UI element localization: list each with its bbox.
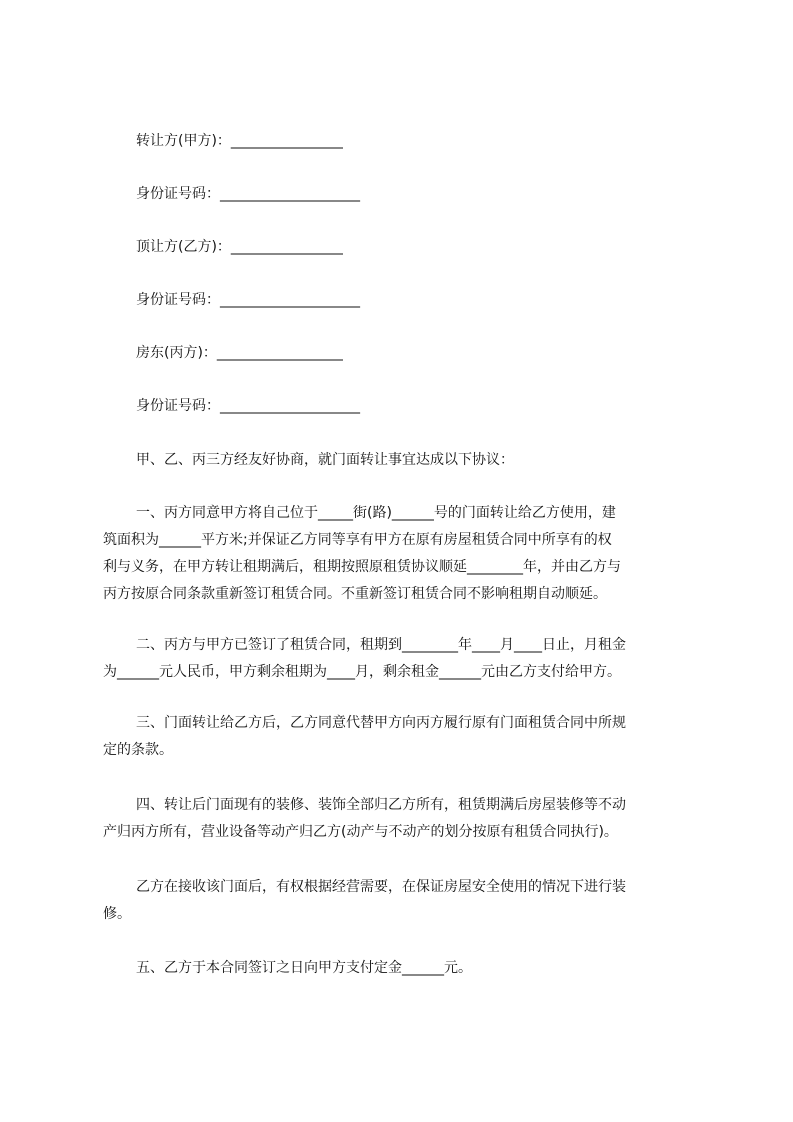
clause-1 [103, 500, 703, 608]
transferee-field: 顶让方(乙方)：________________ [136, 239, 343, 255]
clause-2 [103, 632, 703, 686]
clause-3-line-1: 三、门面转让给乙方后，乙方同意代替甲方向丙方履行原有门面租赁合同中所规 [136, 715, 626, 731]
transferee-id-field: 身份证号码：____________________ [136, 292, 360, 308]
clause-1-line-4: 丙方按原合同条款重新签订租赁合同。不重新签订租赁合同不影响租期自动顺延。 [103, 586, 607, 602]
agreement-intro: 甲、乙、丙三方经友好协商，就门面转让事宜达成以下协议： [136, 452, 514, 468]
clause-5 [103, 955, 703, 982]
clause-4 [103, 792, 703, 846]
clause-2-line-2: 为______元人民币，甲方剩余租期为____月，剩余租金______元由乙方支付给甲方。 [103, 664, 621, 680]
clause-1-line-2: 筑面积为______平方米;并保证乙方同等享有甲方在原有房屋租赁合同中所享有的权 [103, 532, 612, 548]
clause-4-supplement-line-2: 修。 [103, 906, 131, 922]
clause-5-line-1: 五、乙方于本合同签订之日向甲方支付定金______元。 [136, 960, 472, 976]
landlord-field: 房东(丙方)：__________________ [136, 345, 343, 361]
clause-4-supplement-line-1: 乙方在接收该门面后，有权根据经营需要，在保证房屋安全使用的情况下进行装 [136, 879, 626, 895]
clause-4-line-1: 四、转让后门面现有的装修、装饰全部归乙方所有，租赁期满后房屋装修等不动 [136, 797, 626, 813]
clause-3-line-2: 定的条款。 [103, 742, 173, 758]
clause-1-line-1: 一、丙方同意甲方将自己位于_____街(路)______号的门面转让给乙方使用，建 [136, 505, 616, 521]
transferor-id-field: 身份证号码：____________________ [136, 186, 360, 202]
clause-4-line-2: 产归丙方所有，营业设备等动产归乙方(动产与不动产的划分按原有租赁合同执行)。 [103, 824, 618, 840]
landlord-id-field: 身份证号码：____________________ [136, 398, 360, 414]
clause-3 [103, 710, 703, 764]
clause-2-line-1: 二、丙方与甲方已签订了租赁合同，租期到________年____月____日止，月租金 [136, 637, 626, 653]
clause-4-supplement [103, 874, 703, 928]
clause-1-line-3: 利与义务，在甲方转让租期满后，租期按照原租赁协议顺延________年，并由乙方与 [103, 559, 621, 575]
transferor-field: 转让方(甲方)：________________ [136, 133, 343, 149]
